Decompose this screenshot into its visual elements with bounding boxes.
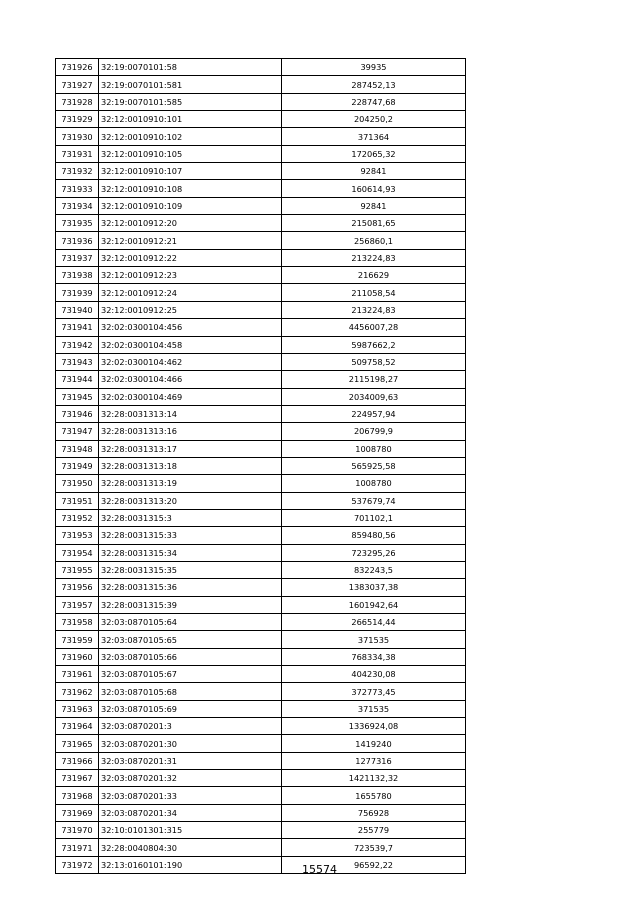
cadastral-number-cell: 32:28:0031313:20 (99, 492, 282, 509)
table-row (56, 128, 466, 145)
cadastral-number-cell: 32:03:0870105:66 (99, 648, 282, 665)
cadastral-number-cell: 32:12:0010910:105 (99, 145, 282, 162)
cadastral-number-cell: 32:03:0870105:64 (99, 614, 282, 631)
row-id-cell: 731928 (56, 93, 99, 110)
row-id-cell: 731966 (56, 752, 99, 769)
table-row (56, 648, 466, 665)
cadastral-number-cell: 32:28:0031315:39 (99, 596, 282, 613)
cadastral-number-cell: 32:02:0300104:456 (99, 319, 282, 336)
cadastral-number-cell: 32:03:0870201:31 (99, 752, 282, 769)
row-id-cell: 731967 (56, 770, 99, 787)
row-id-cell: 731969 (56, 804, 99, 821)
table-row (56, 180, 466, 197)
row-id-cell: 731949 (56, 457, 99, 474)
row-id-cell: 731970 (56, 822, 99, 839)
cadastral-number-cell: 32:28:0031313:19 (99, 475, 282, 492)
row-id-cell: 731946 (56, 405, 99, 422)
cadastral-number-cell: 32:12:0010912:21 (99, 232, 282, 249)
value-cell: 756928 (282, 804, 466, 821)
value-cell: 216629 (282, 267, 466, 284)
cadastral-number-cell: 32:12:0010912:24 (99, 284, 282, 301)
page-number: 15574 (302, 863, 337, 876)
value-cell: 537679,74 (282, 492, 466, 509)
cadastral-number-cell: 32:03:0870105:67 (99, 666, 282, 683)
value-cell: 287452,13 (282, 76, 466, 93)
cadastral-number-cell: 32:13:0160101:190 (99, 856, 282, 873)
row-id-cell: 731930 (56, 128, 99, 145)
cadastral-number-cell: 32:12:0010910:107 (99, 163, 282, 180)
row-id-cell: 731955 (56, 561, 99, 578)
value-cell: 1277316 (282, 752, 466, 769)
table-row (56, 93, 466, 110)
row-id-cell: 731964 (56, 718, 99, 735)
table-row (56, 770, 466, 787)
cadastral-number-cell: 32:03:0870105:65 (99, 631, 282, 648)
cadastral-number-cell: 32:12:0010912:20 (99, 215, 282, 232)
row-id-cell: 731956 (56, 579, 99, 596)
value-cell: 92841 (282, 163, 466, 180)
value-cell: 404230,08 (282, 666, 466, 683)
value-cell: 1419240 (282, 735, 466, 752)
table-row (56, 596, 466, 613)
value-cell: 211058,54 (282, 284, 466, 301)
value-cell: 213224,83 (282, 301, 466, 318)
row-id-cell: 731940 (56, 301, 99, 318)
table-row (56, 735, 466, 752)
row-id-cell: 731926 (56, 59, 99, 76)
value-cell: 160614,93 (282, 180, 466, 197)
row-id-cell: 731935 (56, 215, 99, 232)
value-cell: 701102,1 (282, 509, 466, 526)
row-id-cell: 731932 (56, 163, 99, 180)
row-id-cell: 731937 (56, 249, 99, 266)
value-cell: 371535 (282, 700, 466, 717)
cadastral-number-cell: 32:03:0870105:68 (99, 683, 282, 700)
cadastral-number-cell: 32:19:0070101:581 (99, 76, 282, 93)
cadastral-number-cell: 32:12:0010910:109 (99, 197, 282, 214)
cadastral-number-cell: 32:03:0870201:3 (99, 718, 282, 735)
cadastral-number-cell: 32:28:0031313:14 (99, 405, 282, 422)
table-row (56, 232, 466, 249)
cadastral-number-cell: 32:28:0031315:3 (99, 509, 282, 526)
table-row (56, 787, 466, 804)
cadastral-number-cell: 32:28:0040804:30 (99, 839, 282, 856)
value-cell: 768334,38 (282, 648, 466, 665)
value-cell: 832243,5 (282, 561, 466, 578)
table-row (56, 839, 466, 856)
table-row (56, 284, 466, 301)
row-id-cell: 731952 (56, 509, 99, 526)
row-id-cell: 731947 (56, 423, 99, 440)
row-id-cell: 731938 (56, 267, 99, 284)
value-cell: 228747,68 (282, 93, 466, 110)
value-cell: 2115198,27 (282, 371, 466, 388)
value-cell: 1008780 (282, 440, 466, 457)
table-row (56, 336, 466, 353)
row-id-cell: 731933 (56, 180, 99, 197)
table-row (56, 215, 466, 232)
cadastral-number-cell: 32:03:0870201:32 (99, 770, 282, 787)
row-id-cell: 731951 (56, 492, 99, 509)
value-cell: 172065,32 (282, 145, 466, 162)
value-cell: 213224,83 (282, 249, 466, 266)
cadastral-number-cell: 32:12:0010912:22 (99, 249, 282, 266)
cadastral-number-cell: 32:28:0031315:35 (99, 561, 282, 578)
row-id-cell: 731960 (56, 648, 99, 665)
cadastral-number-cell: 32:12:0010912:23 (99, 267, 282, 284)
table-row (56, 804, 466, 821)
cadastral-number-cell: 32:03:0870201:34 (99, 804, 282, 821)
row-id-cell: 731943 (56, 353, 99, 370)
row-id-cell: 731963 (56, 700, 99, 717)
table-row (56, 197, 466, 214)
cadastral-number-cell: 32:12:0010910:108 (99, 180, 282, 197)
value-cell: 92841 (282, 197, 466, 214)
row-id-cell: 731959 (56, 631, 99, 648)
table-row (56, 457, 466, 474)
table-row (56, 822, 466, 839)
row-id-cell: 731962 (56, 683, 99, 700)
table-row (56, 249, 466, 266)
value-cell: 371364 (282, 128, 466, 145)
value-cell: 224957,94 (282, 405, 466, 422)
value-cell: 371535 (282, 631, 466, 648)
cadastral-number-cell: 32:12:0010910:101 (99, 111, 282, 128)
value-cell: 39935 (282, 59, 466, 76)
cadastral-number-cell: 32:28:0031313:18 (99, 457, 282, 474)
value-cell: 206799,9 (282, 423, 466, 440)
row-id-cell: 731945 (56, 388, 99, 405)
table-row (56, 752, 466, 769)
value-cell: 1421132,32 (282, 770, 466, 787)
cadastral-number-cell: 32:12:0010912:25 (99, 301, 282, 318)
cadastral-number-cell: 32:28:0031313:17 (99, 440, 282, 457)
value-cell: 565925,58 (282, 457, 466, 474)
value-cell: 372773,45 (282, 683, 466, 700)
cadastral-number-cell: 32:03:0870201:33 (99, 787, 282, 804)
row-id-cell: 731957 (56, 596, 99, 613)
table-row (56, 59, 466, 76)
table-row (56, 544, 466, 561)
row-id-cell: 731942 (56, 336, 99, 353)
value-cell: 255779 (282, 822, 466, 839)
value-cell: 1383037,38 (282, 579, 466, 596)
table-row (56, 631, 466, 648)
cadastral-number-cell: 32:28:0031315:36 (99, 579, 282, 596)
table-row (56, 614, 466, 631)
value-cell: 509758,52 (282, 353, 466, 370)
row-id-cell: 731939 (56, 284, 99, 301)
value-cell: 215081,65 (282, 215, 466, 232)
cadastral-number-cell: 32:02:0300104:458 (99, 336, 282, 353)
table-row (56, 492, 466, 509)
table-row (56, 475, 466, 492)
data-table (55, 58, 466, 874)
cadastral-number-cell: 32:12:0010910:102 (99, 128, 282, 145)
table-row (56, 423, 466, 440)
row-id-cell: 731934 (56, 197, 99, 214)
table-row (56, 405, 466, 422)
row-id-cell: 731958 (56, 614, 99, 631)
table-body (56, 59, 466, 874)
value-cell: 723295,26 (282, 544, 466, 561)
row-id-cell: 731953 (56, 527, 99, 544)
cadastral-number-cell: 32:10:0101301:315 (99, 822, 282, 839)
cadastral-number-cell: 32:02:0300104:462 (99, 353, 282, 370)
cadastral-number-cell: 32:03:0870201:30 (99, 735, 282, 752)
cadastral-number-cell: 32:19:0070101:585 (99, 93, 282, 110)
cadastral-number-cell: 32:28:0031315:34 (99, 544, 282, 561)
table-row (56, 561, 466, 578)
cadastral-number-cell: 32:03:0870105:69 (99, 700, 282, 717)
value-cell: 266514,44 (282, 614, 466, 631)
table-row (56, 76, 466, 93)
value-cell: 96592,22 (282, 856, 466, 873)
row-id-cell: 731950 (56, 475, 99, 492)
row-id-cell: 731972 (56, 856, 99, 873)
table-row (56, 666, 466, 683)
table-row (56, 319, 466, 336)
table-row (56, 388, 466, 405)
row-id-cell: 731941 (56, 319, 99, 336)
table-row (56, 683, 466, 700)
value-cell: 1336924,08 (282, 718, 466, 735)
row-id-cell: 731965 (56, 735, 99, 752)
table-row (56, 509, 466, 526)
row-id-cell: 731961 (56, 666, 99, 683)
table-row (56, 301, 466, 318)
table-row (56, 145, 466, 162)
value-cell: 1601942,64 (282, 596, 466, 613)
value-cell: 5987662,2 (282, 336, 466, 353)
row-id-cell: 731936 (56, 232, 99, 249)
value-cell: 4456007,28 (282, 319, 466, 336)
table-row (56, 267, 466, 284)
row-id-cell: 731968 (56, 787, 99, 804)
cadastral-number-cell: 32:02:0300104:466 (99, 371, 282, 388)
row-id-cell: 731927 (56, 76, 99, 93)
table-row (56, 527, 466, 544)
value-cell: 2034009,63 (282, 388, 466, 405)
table-row (56, 440, 466, 457)
table-row (56, 718, 466, 735)
value-cell: 204250,2 (282, 111, 466, 128)
table-row (56, 353, 466, 370)
value-cell: 1008780 (282, 475, 466, 492)
table-row (56, 111, 466, 128)
value-cell: 859480,56 (282, 527, 466, 544)
row-id-cell: 731931 (56, 145, 99, 162)
cadastral-number-cell: 32:28:0031315:33 (99, 527, 282, 544)
cadastral-number-cell: 32:19:0070101:58 (99, 59, 282, 76)
value-cell: 256860,1 (282, 232, 466, 249)
table-row (56, 371, 466, 388)
value-cell: 1655780 (282, 787, 466, 804)
row-id-cell: 731929 (56, 111, 99, 128)
table-row (56, 163, 466, 180)
value-cell: 723539,7 (282, 839, 466, 856)
table-row (56, 700, 466, 717)
row-id-cell: 731971 (56, 839, 99, 856)
row-id-cell: 731954 (56, 544, 99, 561)
cadastral-number-cell: 32:02:0300104:469 (99, 388, 282, 405)
cadastral-number-cell: 32:28:0031313:16 (99, 423, 282, 440)
table-row (56, 579, 466, 596)
row-id-cell: 731944 (56, 371, 99, 388)
row-id-cell: 731948 (56, 440, 99, 457)
